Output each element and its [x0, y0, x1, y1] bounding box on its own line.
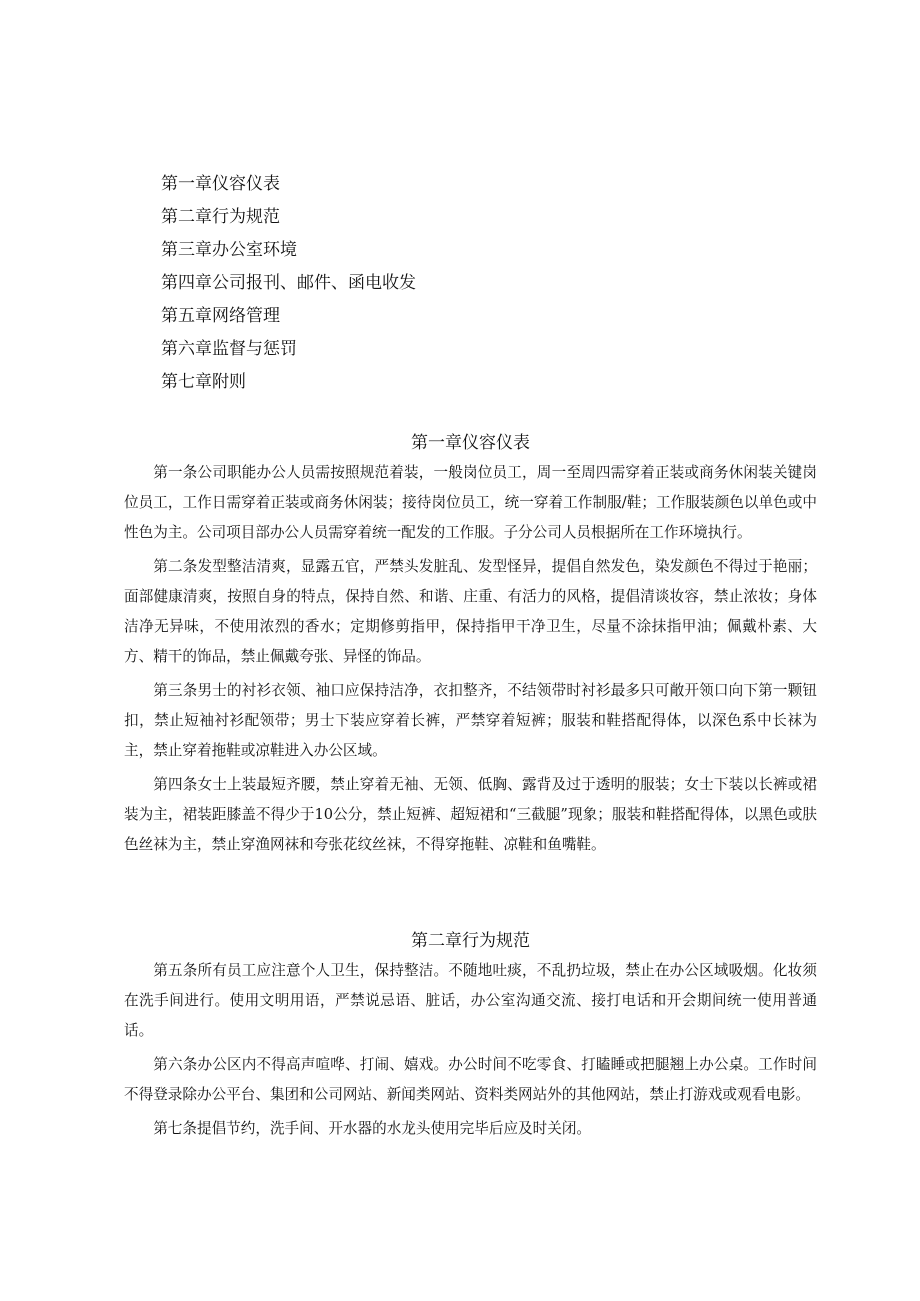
toc-item: 第一章仪容仪表 — [161, 174, 280, 194]
chapter-1-section — [124, 428, 817, 864]
toc-item: 第二章行为规范 — [161, 207, 280, 227]
article-paragraph: 第一条公司职能办公人员需按照规范着装，一般岗位员工，周一至周四需穿着正装或商务休闲装关键岗位员工，工作日需穿着正装或商务休闲装；接待岗位员工，统一穿着工作制服/鞋；工作服装颜色以单色或中性色为主。公司项目部办公人员需穿着统一配发的工作服。子分公司人员根据所在工作环境执行。 — [124, 464, 817, 541]
toc-item: 第六章监督与惩罚 — [161, 339, 297, 359]
article-paragraph: 第四条女士上装最短齐腰，禁止穿着无袖、无领、低胸、露背及过于透明的服装；女士下装以长裤或裙装为主，裙装距膝盖不得少于10公分，禁止短裤、超短裙和“三截腿”现象；服装和鞋搭配得体，以黑色或肤色丝袜为主，禁止穿渔网袜和夸张花纹丝袜，不得穿拖鞋、凉鞋和鱼嘴鞋。 — [124, 776, 817, 853]
article-paragraph: 第二条发型整洁清爽，显露五官，严禁头发脏乱、发型怪异，提倡自然发色，染发颜色不得过于艳丽；面部健康清爽，按照自身的特点，保持自然、和谐、庄重、有活力的风格，提倡清谈妆容，禁止浓妆；身体洁净无异味，不使用浓烈的香水；定期修剪指甲，保持指甲干净卫生，尽量不涂抹指甲油；佩戴朴素、大方、精干的饰品，禁止佩戴夸张、异怪的饰品。 — [124, 558, 817, 665]
article-paragraph: 第六条办公区内不得高声喧哗、打闹、嬉戏。办公时间不吃零食、打瞌睡或把腿翘上办公桌。工作时间不得登录除办公平台、集团和公司网站、新闻类网站、资料类网站外的其他网站，禁止打游戏或观看电影。 — [124, 1056, 817, 1103]
table-of-contents — [161, 168, 761, 399]
chapter-2-section — [124, 926, 817, 1148]
article-paragraph: 第五条所有员工应注意个人卫生，保持整洁。不随地吐痰，不乱扔垃圾，禁止在办公区域吸烟。化妆须在洗手间进行。使用文明用语，严禁说忌语、脏话，办公室沟通交流、接打电话和开会期间统一使用普通话。 — [124, 962, 817, 1039]
chapter-2-title: 第二章行为规范 — [411, 931, 530, 951]
article-paragraph: 第三条男士的衬衫衣领、袖口应保持洁净，衣扣整齐，不结领带时衬衫最多只可敞开领口向下第一颗钮扣，禁止短袖衬衫配领带；男士下装应穿着长裤，严禁穿着短裤；服装和鞋搭配得体，以深色系中长袜为主，禁止穿着拖鞋或凉鞋进入办公区域。 — [124, 682, 817, 759]
toc-item: 第四章公司报刊、邮件、函电收发 — [161, 273, 416, 293]
chapter-1-title: 第一章仪容仪表 — [411, 433, 530, 453]
toc-item: 第三章办公室环境 — [161, 240, 297, 260]
toc-item: 第七章附则 — [161, 372, 246, 392]
article-paragraph: 第七条提倡节约，洗手间、开水器的水龙头使用完毕后应及时关闭。 — [153, 1120, 592, 1137]
toc-item: 第五章网络管理 — [161, 306, 280, 326]
